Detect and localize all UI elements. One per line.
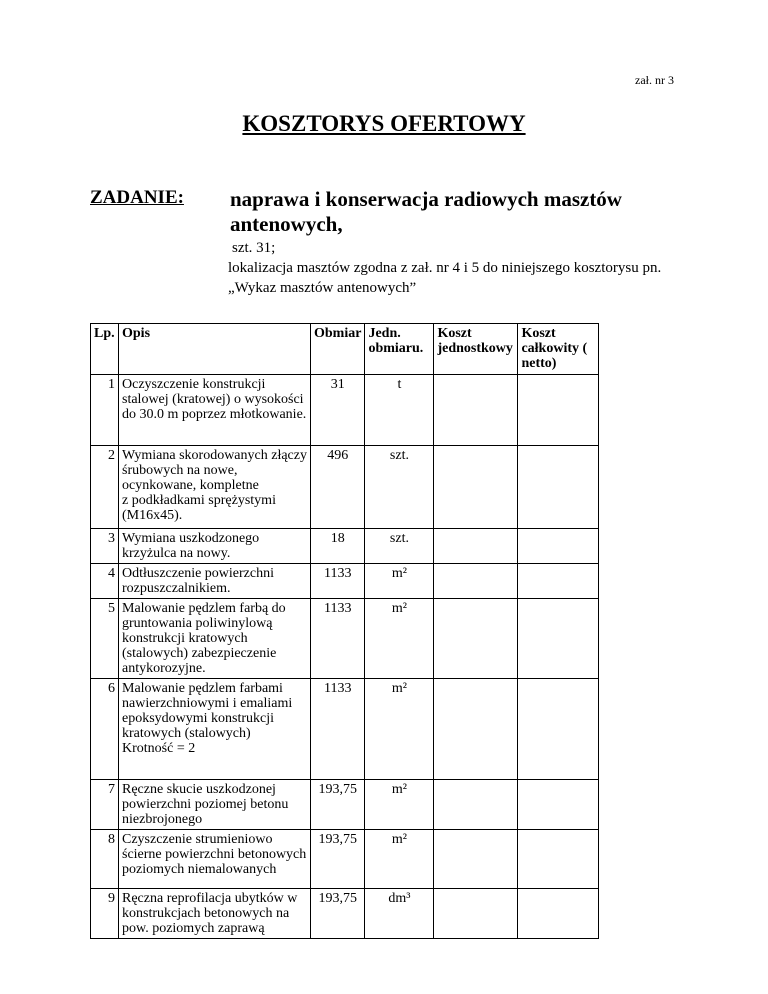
header-obmiar: Obmiar	[311, 324, 365, 375]
row-total-cost	[518, 889, 599, 939]
row-unit: m²	[365, 780, 434, 830]
row-description: Oczyszczenie konstrukcji stalowej (kratowej) o wysokości do 30.0 m poprzez młotkowanie.	[119, 375, 311, 446]
header-jedn: Jedn. obmiaru.	[365, 324, 434, 375]
row-unit: m²	[365, 564, 434, 599]
row-quantity: 193,75	[311, 889, 365, 939]
row-unit: szt.	[365, 446, 434, 529]
table-row	[91, 564, 599, 599]
row-unit: m²	[365, 830, 434, 889]
header-koszt-calkowity: Koszt całkowity ( netto)	[518, 324, 599, 375]
row-number: 5	[91, 599, 119, 679]
row-total-cost	[518, 375, 599, 446]
row-description: Malowanie pędzlem farbami nawierzchniowymi i emaliami epoksydowymi konstrukcji kratowych (stalowych) Krotność = 2	[119, 679, 311, 780]
row-description: Ręczne skucie uszkodzonej powierzchni poziomej betonu niezbrojonego	[119, 780, 311, 830]
row-description: Malowanie pędzlem farbą do gruntowania poliwinylową konstrukcji kratowych (stalowych) zabezpieczenie antykorozyjne.	[119, 599, 311, 679]
row-total-cost	[518, 780, 599, 830]
row-unit-cost	[434, 780, 518, 830]
row-number: 9	[91, 889, 119, 939]
header-lp: Lp.	[91, 324, 119, 375]
row-unit-cost	[434, 375, 518, 446]
row-quantity: 1133	[311, 679, 365, 780]
row-unit: m²	[365, 599, 434, 679]
header-opis: Opis	[119, 324, 311, 375]
row-quantity: 1133	[311, 564, 365, 599]
row-total-cost	[518, 564, 599, 599]
table-row	[91, 679, 599, 780]
row-quantity: 193,75	[311, 830, 365, 889]
row-unit: szt.	[365, 529, 434, 564]
row-number: 1	[91, 375, 119, 446]
task-description: naprawa i konserwacja radiowych masztów antenowych,	[230, 187, 622, 236]
cost-estimate-table	[90, 323, 599, 939]
row-number: 8	[91, 830, 119, 889]
row-number: 4	[91, 564, 119, 599]
row-total-cost	[518, 599, 599, 679]
table-header-row	[91, 324, 599, 375]
row-unit-cost	[434, 679, 518, 780]
row-unit-cost	[434, 446, 518, 529]
table-row	[91, 529, 599, 564]
task-quantity: szt. 31;	[232, 240, 276, 256]
row-quantity: 18	[311, 529, 365, 564]
document-title: KOSZTORYS OFERTOWY	[242, 111, 526, 136]
row-total-cost	[518, 446, 599, 529]
row-unit-cost	[434, 830, 518, 889]
row-unit-cost	[434, 564, 518, 599]
row-description: Wymiana skorodowanych złączy śrubowych na nowe, ocynkowane, kompletne z podkładkami sprężystymi (M16x45).	[119, 446, 311, 529]
header-koszt-jednostkowy: Koszt jednostkowy	[434, 324, 518, 375]
row-unit-cost	[434, 889, 518, 939]
row-quantity: 31	[311, 375, 365, 446]
table-row	[91, 375, 599, 446]
row-total-cost	[518, 830, 599, 889]
row-quantity: 193,75	[311, 780, 365, 830]
table-row	[91, 446, 599, 529]
row-unit: dm³	[365, 889, 434, 939]
row-description: Odtłuszczenie powierzchni rozpuszczalnikiem.	[119, 564, 311, 599]
table-row	[91, 830, 599, 889]
row-total-cost	[518, 529, 599, 564]
table-row	[91, 780, 599, 830]
row-description: Ręczna reprofilacja ubytków w konstrukcjach betonowych na pow. poziomych zaprawą	[119, 889, 311, 939]
row-number: 3	[91, 529, 119, 564]
row-quantity: 1133	[311, 599, 365, 679]
row-number: 6	[91, 679, 119, 780]
attachment-number: zał. nr 3	[635, 73, 674, 87]
row-unit: m²	[365, 679, 434, 780]
row-total-cost	[518, 679, 599, 780]
row-unit-cost	[434, 529, 518, 564]
table-row	[91, 889, 599, 939]
row-description: Wymiana uszkodzonego krzyżulca na nowy.	[119, 529, 311, 564]
row-unit-cost	[434, 599, 518, 679]
task-location-note: lokalizacja masztów zgodna z zał. nr 4 i 5 do niniejszego kosztorysu pn. „Wykaz masztów antenowych”	[228, 260, 662, 296]
task-label: ZADANIE:	[90, 187, 184, 208]
row-number: 7	[91, 780, 119, 830]
row-number: 2	[91, 446, 119, 529]
table-row	[91, 599, 599, 679]
row-unit: t	[365, 375, 434, 446]
row-quantity: 496	[311, 446, 365, 529]
row-description: Czyszczenie strumieniowo ścierne powierzchni betonowych poziomych niemalowanych	[119, 830, 311, 889]
